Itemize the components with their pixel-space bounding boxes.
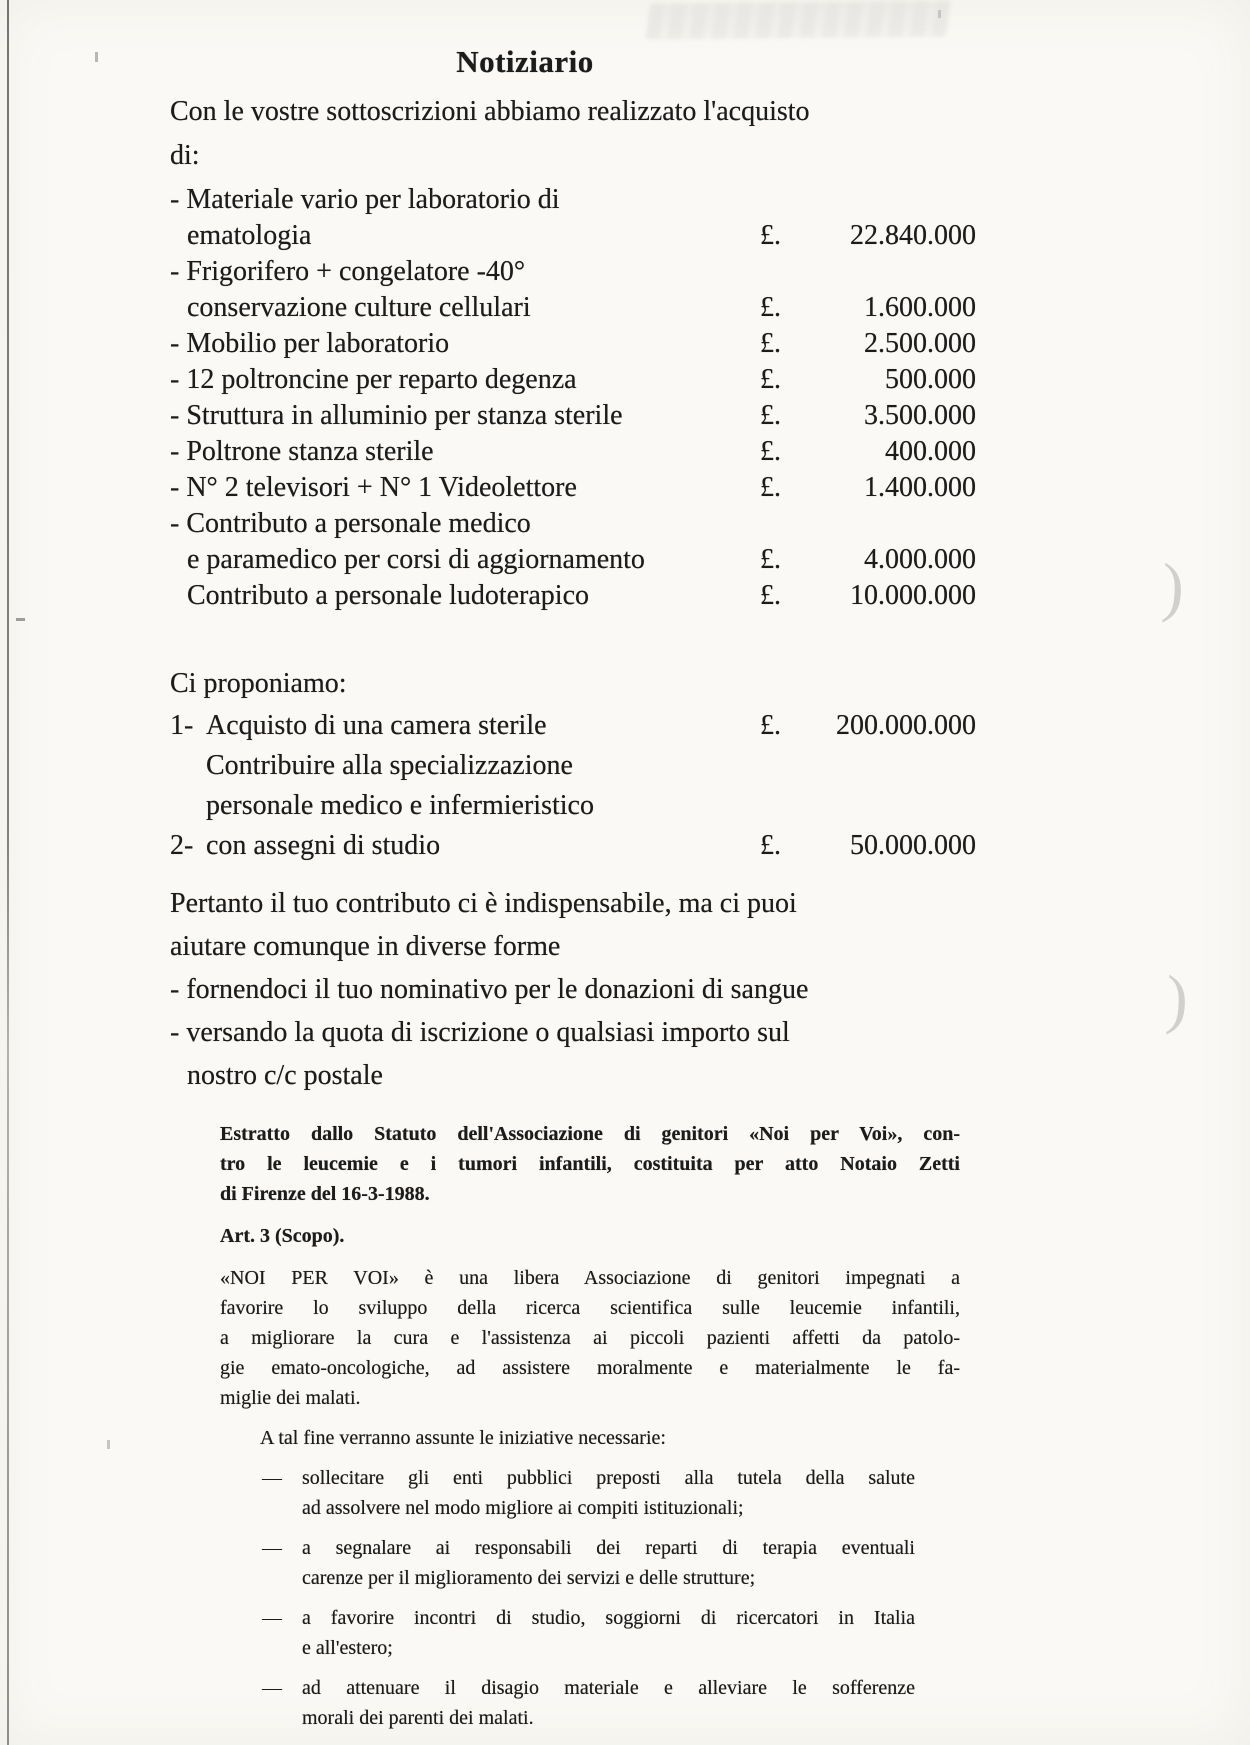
amount-value: 400.000 bbox=[885, 436, 976, 467]
item-label: - Mobilio per laboratorio bbox=[170, 328, 450, 359]
currency-symbol: £. bbox=[760, 400, 781, 431]
proposal-row bbox=[170, 706, 976, 746]
currency-symbol: £. bbox=[760, 328, 781, 359]
currency-symbol: £. bbox=[760, 292, 781, 323]
dash-marker: — bbox=[262, 1467, 282, 1489]
amount-value: 200.000.000 bbox=[836, 710, 976, 741]
initiative-item bbox=[262, 1673, 915, 1733]
amount-value: 2.500.000 bbox=[864, 328, 976, 359]
purchase-row bbox=[170, 578, 976, 614]
initiative-item bbox=[262, 1463, 915, 1523]
amount-value: 50.000.000 bbox=[850, 830, 976, 861]
purchase-row bbox=[170, 254, 976, 326]
list-marker: 2- bbox=[170, 830, 194, 861]
purchase-row bbox=[170, 326, 976, 362]
item-label: Contributo a personale ludoterapico bbox=[187, 580, 589, 611]
proposal-row bbox=[170, 746, 976, 866]
amount-value: 500.000 bbox=[885, 364, 976, 395]
text-line: favorire lo sviluppo della ricerca scientifica sulle leucemie infantili, bbox=[220, 1297, 960, 1319]
scan-curl-artifact bbox=[1160, 549, 1186, 626]
scan-curl-artifact bbox=[1164, 961, 1190, 1038]
item-label: - Struttura in alluminio per stanza sterile bbox=[170, 400, 623, 431]
item-label: Acquisto di una camera sterile bbox=[206, 710, 547, 741]
dash-marker: — bbox=[262, 1607, 282, 1629]
scan-edge-line-artifact bbox=[7, 0, 9, 1745]
currency-symbol: £. bbox=[760, 436, 781, 467]
currency-symbol: £. bbox=[760, 710, 781, 741]
text-line: ad assolvere nel modo migliore ai compiti istituzionali; bbox=[302, 1497, 744, 1519]
proposals-list bbox=[170, 706, 976, 866]
text-line: a segnalare ai responsabili dei reparti di terapia eventuali bbox=[302, 1537, 915, 1559]
purchase-row bbox=[170, 182, 976, 254]
scan-speck-artifact bbox=[95, 52, 98, 62]
page-title: Notiziario bbox=[456, 44, 594, 79]
text-line: gie emato-oncologiche, ad assistere moralmente e materialmente le fa- bbox=[220, 1357, 960, 1379]
text-line: sollecitare gli enti pubblici preposti alla tutela della salute bbox=[302, 1467, 915, 1489]
text-line: di: bbox=[170, 140, 200, 171]
initiative-item bbox=[262, 1603, 915, 1663]
currency-symbol: £. bbox=[760, 544, 781, 575]
item-label: con assegni di studio bbox=[206, 830, 441, 861]
text-line: nostro c/c postale bbox=[187, 1060, 383, 1091]
text-line: tro le leucemie e i tumori infantili, costituita per atto Notaio Zetti bbox=[220, 1153, 960, 1175]
item-label: - N° 2 televisori + N° 1 Videolettore bbox=[170, 472, 577, 503]
initiative-item bbox=[262, 1533, 915, 1593]
bleedthrough-artifact bbox=[645, 0, 950, 39]
text-line: - versando la quota di iscrizione o qualsiasi importo sul bbox=[170, 1017, 790, 1048]
amount-value: 10.000.000 bbox=[850, 580, 976, 611]
appeal-paragraph bbox=[170, 882, 976, 1097]
amount-value: 3.500.000 bbox=[864, 400, 976, 431]
article-heading: Art. 3 (Scopo). bbox=[220, 1225, 345, 1247]
item-label: e paramedico per corsi di aggiornamento bbox=[187, 544, 645, 575]
proposals-heading: Ci proponiamo: bbox=[170, 668, 347, 699]
dash-marker: — bbox=[262, 1537, 282, 1559]
item-label: Contribuire alla specializzazione bbox=[206, 750, 573, 781]
text-line: «NOI PER VOI» è una libera Associazione di genitori impegnati a bbox=[220, 1267, 960, 1289]
amount-value: 1.400.000 bbox=[864, 472, 976, 503]
text-line: a migliorare la cura e l'assistenza ai piccoli pazienti affetti da patolo- bbox=[220, 1327, 960, 1349]
item-label: - 12 poltroncine per reparto degenza bbox=[170, 364, 577, 395]
scan-tick-artifact bbox=[16, 618, 25, 621]
item-label: personale medico e infermieristico bbox=[206, 790, 594, 821]
item-label: - Frigorifero + congelatore -40° bbox=[170, 256, 526, 287]
amount-value: 1.600.000 bbox=[864, 292, 976, 323]
currency-symbol: £. bbox=[760, 220, 781, 251]
purchase-row bbox=[170, 398, 976, 434]
text-line: morali dei parenti dei malati. bbox=[302, 1707, 534, 1729]
currency-symbol: £. bbox=[760, 472, 781, 503]
text-line: di Firenze del 16-3-1988. bbox=[220, 1183, 430, 1205]
article-paragraph bbox=[220, 1263, 960, 1413]
currency-symbol: £. bbox=[760, 830, 781, 861]
text-line: aiutare comunque in diverse forme bbox=[170, 931, 561, 962]
text-line: - fornendoci il tuo nominativo per le donazioni di sangue bbox=[170, 974, 809, 1005]
item-label: ematologia bbox=[187, 220, 312, 251]
purchase-row bbox=[170, 362, 976, 398]
text-line: Con le vostre sottoscrizioni abbiamo realizzato l'acquisto bbox=[170, 96, 810, 127]
purchases-list bbox=[170, 182, 976, 614]
currency-symbol: £. bbox=[760, 364, 781, 395]
text-line: Estratto dallo Statuto dell'Associazione di genitori «Noi per Voi», con- bbox=[220, 1123, 960, 1145]
text-line: ad attenuare il disagio materiale e alleviare le sofferenze bbox=[302, 1677, 915, 1699]
document-content bbox=[170, 44, 976, 1733]
purchase-row bbox=[170, 506, 976, 578]
item-label: - Materiale vario per laboratorio di bbox=[170, 184, 560, 215]
text-line: miglie dei malati. bbox=[220, 1387, 361, 1409]
purchase-row bbox=[170, 434, 976, 470]
item-label: - Poltrone stanza sterile bbox=[170, 436, 434, 467]
item-label: conservazione culture cellulari bbox=[187, 292, 531, 323]
purchase-row bbox=[170, 470, 976, 506]
currency-symbol: £. bbox=[760, 580, 781, 611]
scan-speck-artifact bbox=[107, 1440, 110, 1449]
dash-marker: — bbox=[262, 1677, 282, 1699]
text-line: a favorire incontri di studio, soggiorni di ricercatori in Italia bbox=[302, 1607, 915, 1629]
statute-heading bbox=[220, 1119, 960, 1209]
list-marker: 1- bbox=[170, 710, 194, 741]
amount-value: 4.000.000 bbox=[864, 544, 976, 575]
intro-paragraph bbox=[170, 90, 976, 178]
amount-value: 22.840.000 bbox=[850, 220, 976, 251]
text-line: Pertanto il tuo contributo ci è indispensabile, ma ci puoi bbox=[170, 888, 797, 919]
text-line: carenze per il miglioramento dei servizi e delle strutture; bbox=[302, 1567, 756, 1589]
text-line: e all'estero; bbox=[302, 1637, 393, 1659]
initiatives-intro: A tal fine verranno assunte le iniziative necessarie: bbox=[260, 1427, 666, 1449]
statute-extract bbox=[220, 1119, 960, 1733]
item-label: - Contributo a personale medico bbox=[170, 508, 531, 539]
